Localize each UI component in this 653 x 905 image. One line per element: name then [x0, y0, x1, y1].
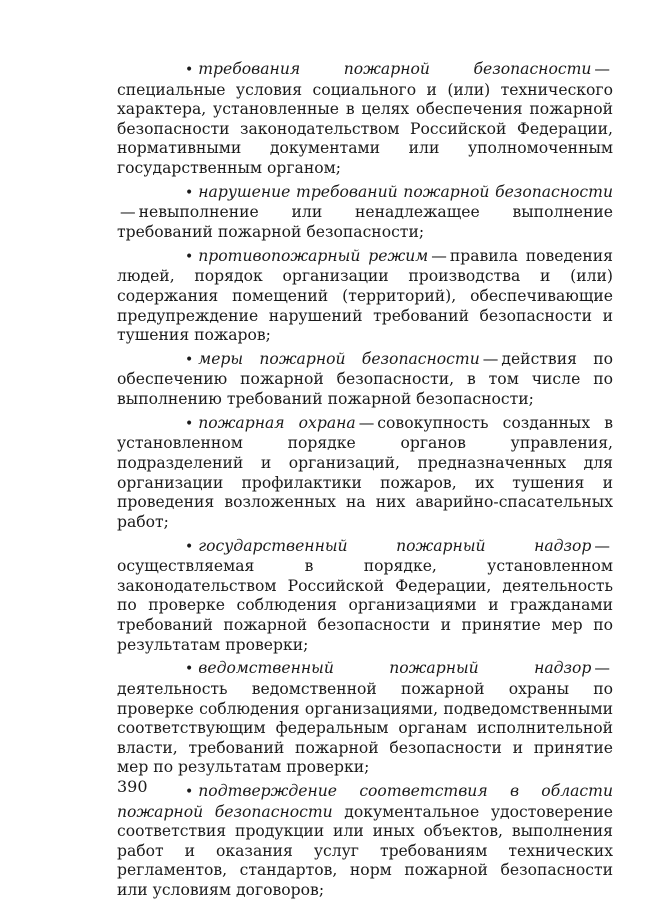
bullet-icon: •	[185, 184, 194, 201]
definition-term: ведомственный пожарный надзор	[198, 659, 592, 678]
definition-text: документальное удостоверение соответствия продукции или иных объектов, выполнения работ и оказания услуг требованиям технических регламентов, стандартов, норм пожарной безопасности или условиям договоров;	[117, 802, 613, 900]
definition-entry-2	[117, 183, 613, 243]
bullet-icon: •	[185, 415, 194, 432]
bullet-icon: •	[185, 661, 194, 678]
definition-term: меры пожарной безопасности	[198, 349, 480, 368]
definition-text: действия по обеспечению пожарной безопасности, в том числе по выполнению требований пожарной безопасности;	[117, 349, 613, 409]
em-dash: —	[594, 60, 610, 78]
definition-term: нарушение требований пожарной безопасности	[198, 182, 613, 201]
definition-text: деятельность ведомственной пожарной охраны по проверке соблюдения организациями, подведомственными соответствующим федеральным органам исполнительной власти, требований пожарной безопасности и принятие мер по результатам проверки;	[117, 679, 613, 777]
definition-text: правила поведения людей, порядок организации производства и (или) содержания помещений (территорий), обеспечивающие предупреждение нарушений требований безопасности и тушения пожаров;	[117, 246, 613, 345]
em-dash: —	[594, 659, 610, 678]
bullet-icon: •	[185, 351, 194, 368]
em-dash: —	[594, 536, 610, 555]
page-number: 390	[117, 777, 148, 796]
definition-term: противопожарный режим	[198, 246, 429, 265]
document-body	[117, 60, 613, 905]
bullet-icon: •	[185, 538, 194, 555]
bullet-icon: •	[185, 248, 194, 265]
definition-text: совокупность созданных в установленном порядке органов управления, подразделений и организаций, предназначенных для организации профилактики пожаров, их тушения и проведения возложенных на них аварийно-спасательных работ;	[117, 413, 613, 531]
definition-term: требования пожарной безопасности	[198, 60, 592, 78]
definition-entry-6	[117, 537, 613, 656]
em-dash: —	[120, 203, 136, 222]
em-dash: —	[482, 349, 499, 368]
definition-entry-1	[117, 60, 613, 179]
definition-entry-8	[117, 782, 613, 901]
em-dash: —	[431, 246, 447, 265]
em-dash: —	[358, 413, 375, 432]
bullet-icon: •	[185, 62, 194, 78]
bullet-icon: •	[185, 784, 194, 801]
definition-term: государственный пожарный надзор	[198, 536, 592, 555]
definition-entry-4	[117, 350, 613, 410]
definition-term: пожарная охрана	[198, 413, 356, 432]
definition-entry-7	[117, 659, 613, 778]
definition-entry-5	[117, 414, 613, 533]
definition-entry-3	[117, 247, 613, 346]
definition-text: специальные условия социального и (или) технического характера, установленные в целях обеспечения пожарной безопасности законодательством Российской Федерации, нормативными документами или уполномоченным государственным органом;	[117, 80, 613, 177]
definition-term: подтверждение соответствия в области пожарной безопасности	[117, 782, 613, 821]
definition-text: осуществляемая в порядке, установленном законодательством Российской Федерации, деятельность по проверке соблюдения организациями и гражданами требований пожарной безопасности и принятие мер по результатам проверки;	[117, 557, 613, 654]
definition-text: невыполнение или ненадлежащее выполнение требований пожарной безопасности;	[117, 203, 613, 241]
